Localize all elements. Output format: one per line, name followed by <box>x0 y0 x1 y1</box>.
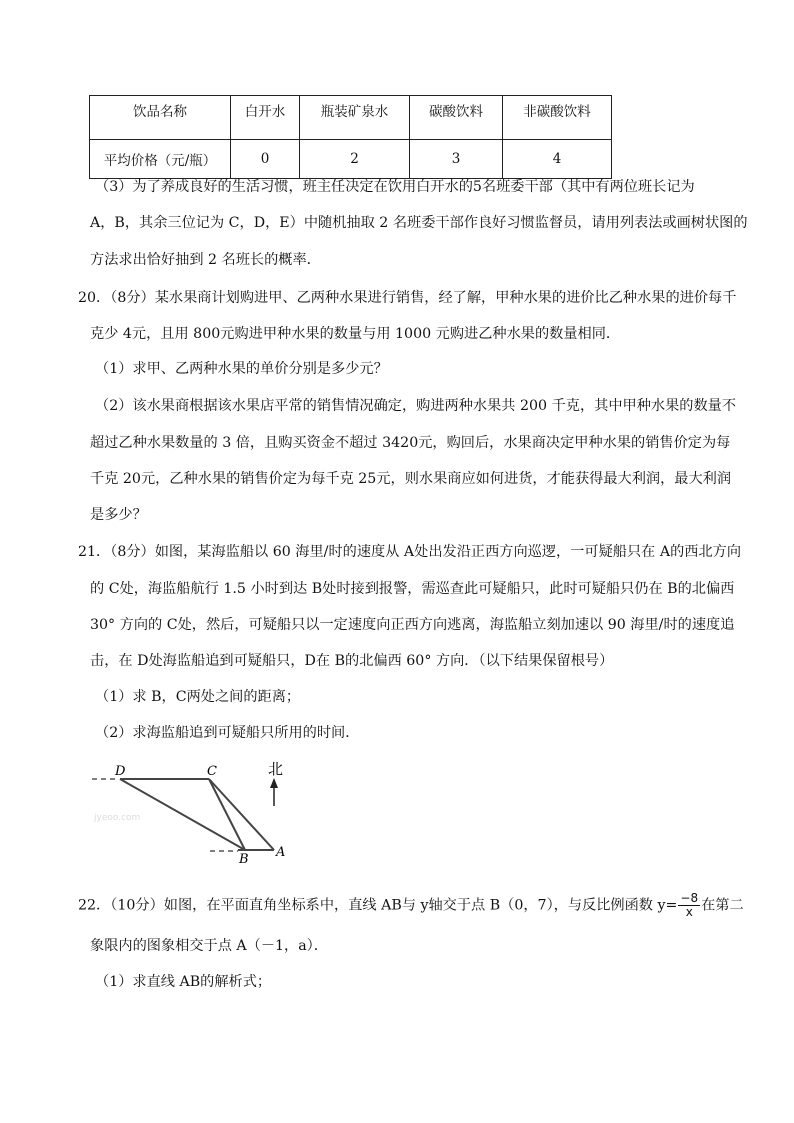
q21-sub1: （1）求 B，C两处之间的距离； <box>95 689 301 705</box>
q19-part3-line2: A，B，其余三位记为 C，D，E）中随机抽取 2 名班委干部作良好习惯监督员，请用列表法或画树状图的 <box>90 215 748 231</box>
q19-part3-line1: （3）为了养成良好的生活习惯，班主任决定在饮用白开水的5名班委干部（其中有两位班长记为 <box>95 179 695 195</box>
table-cell: 3 <box>410 140 503 179</box>
north-label: 北 <box>268 760 284 778</box>
label-b: B <box>239 852 249 866</box>
table-cell: 0 <box>231 140 300 179</box>
table-header-cell: 非碳酸饮料 <box>503 96 612 140</box>
q20-line2: 克少 4元，且用 800元购进甲种水果的数量与用 1000 元购进乙种水果的数量相同． <box>90 326 621 342</box>
q20-sub2-line1: （2）该水果商根据该水果店平常的销售情况确定，购进两种水果共 200 千克，其中甲种水果的数量不 <box>95 398 737 414</box>
table-header-cell: 碳酸饮料 <box>410 96 503 140</box>
q22-line1-tail: 在第二 <box>701 897 744 914</box>
q20-sub2-line3: 千克 20元，乙种水果的销售价定为每千克 25元，则水果商应如何进货，才能获得最大利润，最大利润 <box>90 471 732 487</box>
table-header-cell: 瓶装矿泉水 <box>300 96 410 140</box>
table-cell: 平均价格（元/瓶） <box>90 140 231 179</box>
inverse-function-fraction <box>678 892 700 919</box>
fraction-denominator: x <box>685 905 693 919</box>
table-cell: 2 <box>300 140 410 179</box>
q22-line1-text: 22．（10分）如图，在平面直角坐标系中，直线 AB与 y轴交于点 B（0，7），与反比例函数 y= <box>78 897 678 914</box>
q20-sub2-line2: 超过乙种水果数量的 3 倍，且购买资金不超过 3420元，购回后，水果商决定甲种水果的销售价定为每 <box>90 435 731 451</box>
price-table <box>89 95 612 179</box>
table-row <box>90 140 612 179</box>
label-d: D <box>115 764 126 779</box>
q22-line1 <box>78 892 744 919</box>
watermark: jyeoo.com <box>94 813 141 823</box>
q21-line4: 击，在 D处海监船追到可疑船只，D在 B的北偏西 60° 方向．（以下结果保留根号） <box>90 653 614 669</box>
fraction-numerator: −8 <box>680 891 699 905</box>
q21-sub2: （2）求海监船追到可疑船只所用的时间． <box>95 725 360 741</box>
table-cell: 4 <box>503 140 612 179</box>
q22-line2: 象限内的图象相交于点 A（－1，a）． <box>90 938 328 954</box>
north-arrowhead-icon <box>270 778 278 788</box>
q20-sub1: （1）求甲、乙两种水果的单价分别是多少元？ <box>95 361 388 377</box>
q22-sub1: （1）求直线 AB的解析式； <box>95 974 272 990</box>
q20-line1: 20．（8分）某水果商计划购进甲、乙两种水果进行销售，经了解，甲种水果的进价比乙种水果的进价每千 <box>78 290 737 306</box>
q21-line1: 21．（8分）如图，某海监船以 60 海里/时的速度从 A处出发沿正西方向巡逻，一可疑船只在 A的西北方向 <box>78 544 742 560</box>
table-header-cell: 饮品名称 <box>90 96 231 140</box>
q20-sub2-line4: 是多少？ <box>90 507 147 523</box>
q21-line3: 30° 方向的 C处，然后，可疑船只以一定速度向正西方向逃离，海监船立刻加速以 90 海里/时的速度追 <box>90 617 735 633</box>
segment-ca <box>209 779 274 850</box>
label-a: A <box>276 845 286 860</box>
q19-part3-line3: 方法求出恰好抽到 2 名班长的概率． <box>90 252 321 268</box>
q21-line2: 的 C处，海监船航行 1.5 小时到达 B处时接到报警，需巡查此可疑船只，此时可疑船只仍在 B的北偏西 <box>90 581 735 597</box>
label-c: C <box>207 764 217 779</box>
table-header-cell: 白开水 <box>231 96 300 140</box>
table-header-row <box>90 96 612 140</box>
q21-geometry-figure <box>90 758 300 866</box>
